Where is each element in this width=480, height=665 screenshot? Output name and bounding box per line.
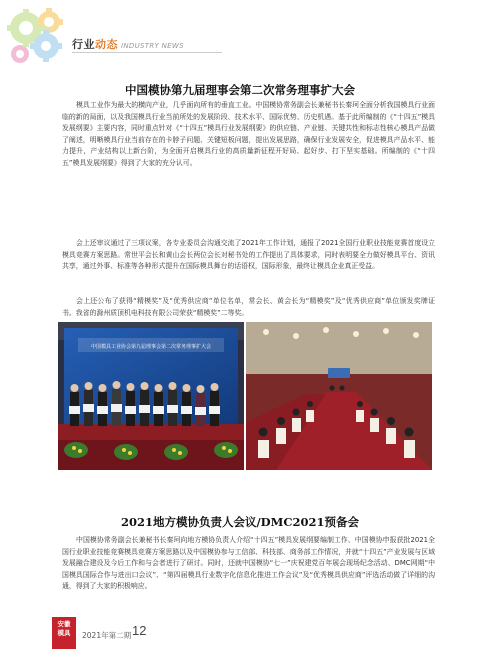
meeting-room-photo [246, 322, 432, 470]
issue-label: 2021年第二期 [82, 631, 132, 640]
section-label-cn-1: 行业 [72, 38, 95, 51]
group-photo [58, 322, 244, 470]
page-header [0, 0, 480, 75]
section-label [72, 36, 184, 52]
banner-text: 中国模具工业协会第九届理事会第二次常务理事扩大会 [90, 344, 212, 350]
article2-paragraph-1: 中国模协常务副会长兼秘书长秦珂向地方模协负责人介绍“十四五”模具发展纲要编制工作、中国模协申报获批2021全国行业职业技能竞赛模具竞赛方案思路以及中国模协参与工信部、科技部、商务部工作情况，并就“十四五”产业发展与区域发展融合建设及今后工作和与会者进行了研讨。同时，还就中国模协“七一”庆祝建党百年展会现场纪念活动、DMC网期“中国模具国际合作与进出口会议”、“第四届模具行业数字化信息化推进工作会议”及“优秀模具供应商”评选活动做了详细的沟通，得到了大家的积极响应。 [62, 536, 435, 591]
section-label-en: INDUSTRY NEWS [121, 42, 184, 50]
article1-paragraph-3: 会上还公布了获得“精模奖”及“优秀供应商”单位名单，常会长、黄会长为“精模奖”及“优秀供应商”单位颁发奖牌证书。我省的滁州质顶机电科技有限公司荣获“精模奖”二等奖。 [62, 297, 435, 317]
article2-title: 2021地方模协负责人会议/DMC2021预备会 [120, 515, 360, 529]
section-label-cn-2: 动态 [95, 38, 118, 51]
header-divider [72, 52, 222, 53]
article1-title: 中国模协第九届理事会第二次常务理事扩大会 [125, 83, 355, 97]
badge-line-1: 安徽 [57, 620, 71, 628]
badge-line-2: 模具 [57, 629, 71, 637]
page-number: 12 [132, 623, 147, 638]
article1-paragraph-2: 会上还审议通过了三项议案，各专业委员会沟通交流了2021年工作计划，通报了2021全国行业职业技能竞赛首度设立模具竞赛方案思路。常世平会长和黄山会长两位会长对秘书处的工作提出了具体要求，同时表明要全力做好模具平台、资讯共享，通过外事、标准等各种形式提升在国际模具舞台的话语权，国际形象，最终让模具企业真正受益。 [62, 239, 435, 271]
gear-logo-icon [4, 4, 72, 72]
article1-paragraph-1: 模具工业作为最大的横向产业，几乎面向所有的垂直工业。中国模协常务副会长兼秘书长秦珂全面分析我国模具行业面临的新的局面，以及我国模具行业当前所处的发展阶段、技术水平、国际优势、历史机遇。基于此所编制的《“十四五”模具发展纲要》主要内容，同时重点针对《“十四五”模具行业发展纲要》的供应链、产业链、关键共性和标志性核心模具产品做了阐述，明晰模具行业当前存在的卡脖子问题、关键短板问题，提出发展思路，确保行业发展安全，促进模具产品水平、能力提升，产业结构以上新台阶，为全面开启模具行业的高质量新征程开好局、起好步、打下坚实基础。所编制的《“十四五”模具发展纲要》得到了大家的充分认可。 [62, 101, 435, 167]
magazine-badge [52, 617, 76, 649]
